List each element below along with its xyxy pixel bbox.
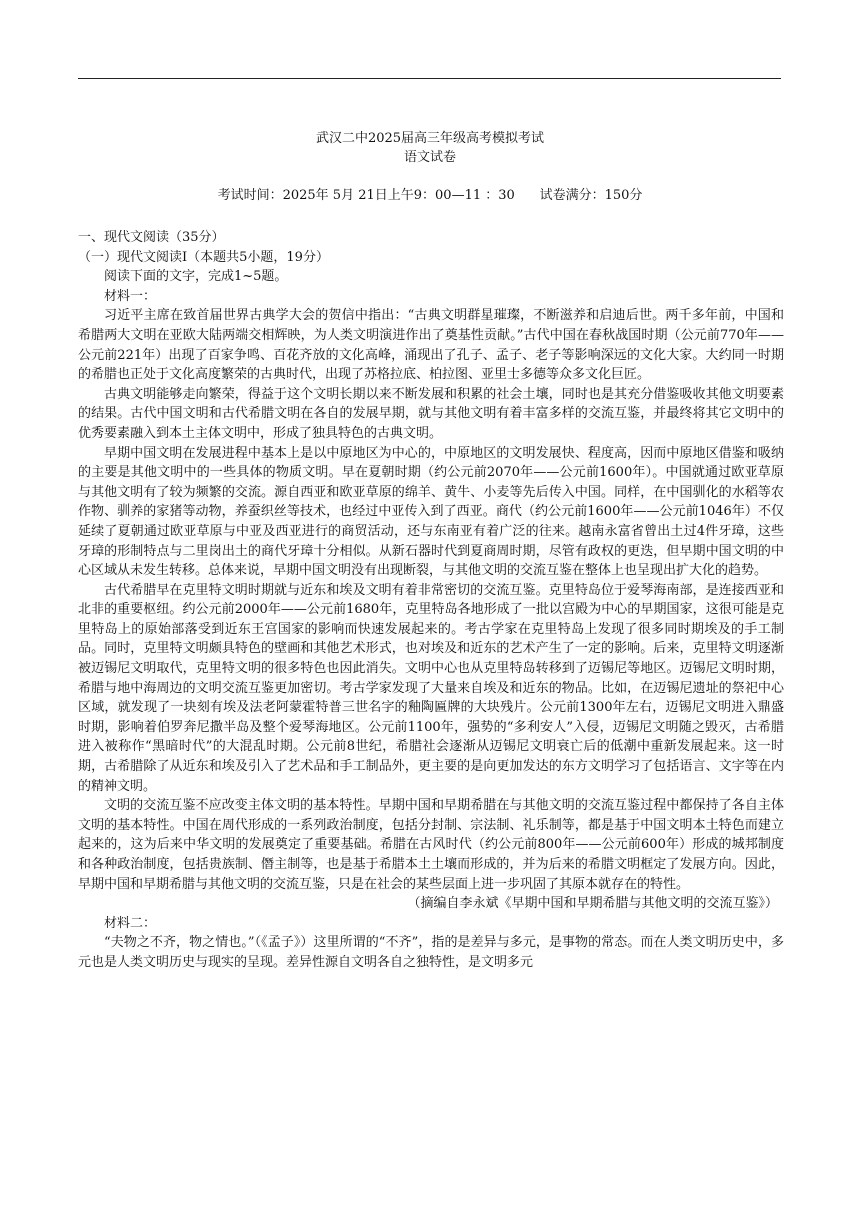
material-1-paragraph-5: 文明的交流互鉴不应改变主体文明的基本特性。早期中国和早期希腊在与其他文明的交流互鉴过程中都保持了各自主体文明的基本特性。中国在周代形成的一系列政治制度，包括分封制、宗法制、礼乐制等，都是基于中国文明本土特色而建立起来的，这为后来中华文明的发展奠定了重要基础。希腊在古风时代（约公元前800年——公元前600年）形成的城邦制度和各种政治制度，包括贵族制、僭主制等，也是基于希腊本土土壤而形成的，并为后来的希腊文明框定了发展方向。因此，早期中国和早期希腊与其他文明的交流互鉴，只是在社会的某些层面上进一步巩固了其原本就存在的特性。 xyxy=(78,798,784,892)
material-2-paragraph-1: “夫物之不齐，物之情也。”（《孟子》）这里所谓的“不齐”，指的是差异与多元，是事物的常态。而在人类文明历史中，多元也是人类文明历史与现实的呈现。差异性源自文明各自之独特性，是文明多元 xyxy=(78,935,784,970)
exam-info: 考试时间：2025年 5月 21日上午9：00—11 ：30 试卷满分：150分 xyxy=(217,188,643,203)
paper-subtitle: 语文试卷 xyxy=(403,150,456,165)
material-1-label: 材料一： xyxy=(104,288,157,304)
material-1-paragraph-3: 早期中国文明在发展进程中基本上是以中原地区为中心的，中原地区的文明发展快、程度高，因而中原地区借鉴和吸纳的主要是其他文明中的一些具体的物质文明。早在夏朝时期（约公元前2070年——公元前1600年）。中国就通过欧亚草原与其他文明有了较为频繁的交流。源自西亚和欧亚草原的绵羊、黄牛、小麦等先后传入中国。同样，在中国驯化的水稻等农作物、驯养的家猪等动物，养蚕织丝等技术，也经过中亚传入到了西亚。商代（约公元前1600年——公元前1046年）不仅延续了夏朝通过欧亚草原与中亚及西亚进行的商贸活动，还与东南亚有着广泛的往来。越南永富省曾出土过4件牙璋，这些牙璋的形制特点与二里岗出土的商代牙璋十分相似。从新石器时代到夏商周时期，尽管有政权的更迭，但早期中国文明的中心区域从未发生转移。总体来说，早期中国文明没有出现断裂，与其他文明的交流互鉴在整体上也呈现出扩大化的趋势。 xyxy=(78,445,784,579)
section-title: 一、现代文阅读（35分） xyxy=(78,230,225,245)
material-2-label: 材料二： xyxy=(104,915,157,931)
subsection-title: （一）现代文阅读Ⅰ（本题共5小题，19分） xyxy=(78,249,329,265)
material-1-paragraph-2: 古典文明能够走向繁荣，得益于这个文明长期以来不断发展和积累的社会土壤，同时也是其充分借鉴吸收其他文明要素的结果。古代中国文明和古代希腊文明在各自的发展早期，就与其他文明有着丰富多样的交流互鉴，并最终将其它文明中的优秀要素融入到本土主体文明中，形成了独具特色的古典文明。 xyxy=(78,386,784,441)
top-rule xyxy=(78,78,781,79)
exam-title: 武汉二中2025届高三年级高考模拟考试 xyxy=(315,131,545,146)
material-1-paragraph-4: 古代希腊早在克里特文明时期就与近东和埃及文明有着非常密切的交流互鉴。克里特岛位于爱琴海南部，是连接西亚和北非的重要枢纽。约公元前2000年——公元前1680年，克里特岛各地形成了一批以宫殿为中心的早期国家，这很可能是克里特岛上的原始部落受到近东王宫国家的影响而快速发展起来的。考古学家在克里特岛上发现了很多同时期埃及的手工制品。同时，克里特文明颇具特色的壁画和其他艺术形式，也对埃及和近东的艺术产生了一定的影响。后来，克里特文明逐渐被迈锡尼文明取代，克里特文明的很多特色也因此消失。文明中心也从克里特岛转移到了迈锡尼等地区。迈锡尼文明时期，希腊与地中海周边的文明交流互鉴更加密切。考古学家发现了大量来自埃及和近东的物品。比如，在迈锡尼遗址的祭祀中心区域，就发现了一块刻有埃及法老阿蒙霍特普三世名字的釉陶匾牌的大块残片。公元前1300年左右，迈锡尼文明进入鼎盛时期，影响着伯罗奔尼撒半岛及整个爱琴海地区。公元前1100年，强势的“多利安人”入侵，迈锡尼文明随之毁灭，古希腊进入被称作“黑暗时代”的大混乱时期。公元前8世纪，希腊社会逐渐从迈锡尼文明衰亡后的低潮中重新发展起来。这一时期，古希腊除了从近东和埃及引入了艺术品和手工制品外，更主要的是向更加发达的东方文明学习了包括语言、文字等在内的精神文明。 xyxy=(78,582,784,794)
material-1-paragraph-1: 习近平主席在致首届世界古典学大会的贺信中指出：“古典文明群星璀璨，不断滋养和启迪后世。两千多年前，中国和希腊两大文明在亚欧大陆两端交相辉映，为人类文明演进作出了奠基性贡献。”古代中国在春秋战国时期（公元前770年——公元前221年）出现了百家争鸣、百花齐放的文化高峰，涌现出了孔子、孟子、老子等影响深远的文化大家。大约同一时期的希腊也正处于文化高度繁荣的古典时代，出现了苏格拉底、柏拉图、亚里士多德等众多文化巨匠。 xyxy=(78,308,784,383)
instruction: 阅读下面的文字，完成1~5题。 xyxy=(104,269,288,285)
reading-content xyxy=(78,228,784,973)
material-1-source: （摘编自李永斌《早期中国和早期希腊与其他文明的交流互鉴》） xyxy=(407,896,778,912)
